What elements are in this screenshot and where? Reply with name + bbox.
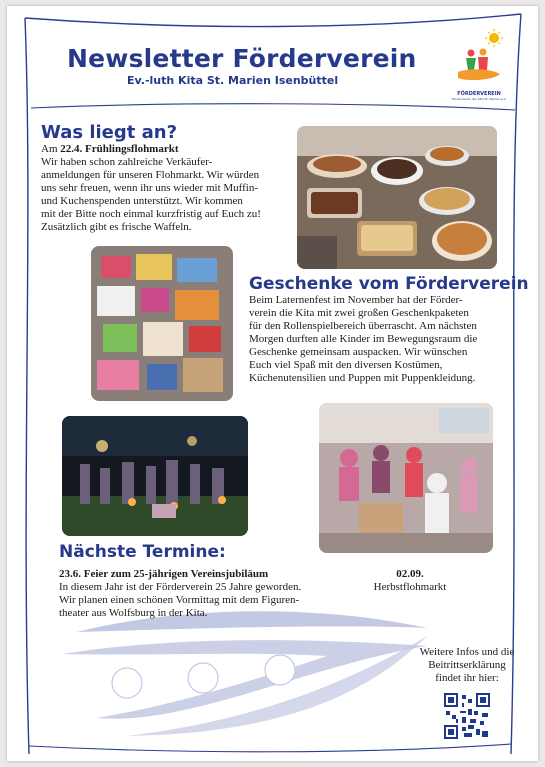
event-1-title: 23.6. Feier zum 25-jährigen Vereinsjubiläum [59, 568, 269, 580]
event-1-line: theater aus Wolfsburg in der Kita. [59, 607, 208, 619]
news-line: uns sehr freuen, wenn ihr uns wieder mit Muffin- [41, 182, 258, 194]
page-title: Newsletter Förderverein [67, 44, 417, 73]
news-line: Wir haben schon zahlreiche Verkäufer- [41, 156, 213, 168]
event-1-line: In diesem Jahr ist der Förderverein 25 Jahre geworden. [59, 581, 302, 593]
page-subtitle: Ev.-luth Kita St. Marien Isenbüttel [127, 74, 339, 87]
footer-info-line: Weitere Infos und die [419, 646, 515, 658]
news-line: und Kuchenspenden unterstützt. Wir kommen [41, 195, 243, 207]
gifts-line: Morgen durften alle Kinder im Bewegungsraum die [249, 333, 478, 345]
footer-info-line: Beitrittserklärung [428, 659, 506, 671]
news-event-line [41, 143, 323, 156]
event-2-date: 02.09. [396, 568, 424, 580]
logo-text: FÖRDERVEREIN [457, 91, 501, 97]
news-event-title: 22.4. Frühlingsflohmarkt [60, 143, 179, 155]
photo-lantern-festival [62, 416, 248, 536]
kids-hand-sun-logo-icon [454, 28, 504, 88]
photo-children-unpacking [319, 403, 493, 553]
dates-event-1 [59, 568, 359, 620]
gifts-line: Küchenutensilien und Puppen mit Puppenkleidung. [249, 372, 476, 384]
logo-subtext: Förderverein der Kita St. Marien e.V. [451, 97, 507, 101]
gifts-line: Beim Laternenfest im November hat der Förder- [249, 294, 463, 306]
heading-geschenke: Geschenke vom Förderverein [249, 274, 529, 294]
gifts-line: Geschenke gemeinsam auspacken. Wir wünschen [249, 346, 468, 358]
heading-naechste-termine: Nächste Termine: [59, 542, 226, 562]
gifts-line: verein die Kita mit zwei großen Geschenkpaketen [249, 307, 469, 319]
news-line: Zusätzlich gibt es frische Waffeln. [41, 221, 192, 233]
gifts-text-block [249, 294, 519, 385]
footer-info-line: findet ihr hier: [435, 672, 499, 684]
event-1-line: Wir planen einen schönen Vormittag mit dem Figuren- [59, 594, 300, 606]
news-line: mit der Bitte noch einmal kurzfristig auf Euch zu! [41, 208, 261, 220]
photo-cakes [297, 126, 497, 269]
news-line: anmeldungen für unseren Flohmarkt. Wir würden [41, 169, 260, 181]
gifts-line: Euch viel Spaß mit den diversen Kostümen, [249, 359, 443, 371]
dates-event-2 [365, 568, 455, 594]
news-date-prefix: Am [41, 143, 61, 155]
newsletter-page [7, 6, 538, 761]
photo-gifts [91, 246, 233, 401]
gifts-line: für den Rollenspielbereich überrascht. Am nächsten [249, 320, 477, 332]
event-2-title: Herbstflohmarkt [373, 581, 447, 593]
heading-was-liegt-an: Was liegt an? [41, 122, 178, 143]
news-text-block [41, 143, 323, 234]
footer-info [403, 646, 531, 685]
qr-code-icon[interactable] [444, 693, 490, 739]
